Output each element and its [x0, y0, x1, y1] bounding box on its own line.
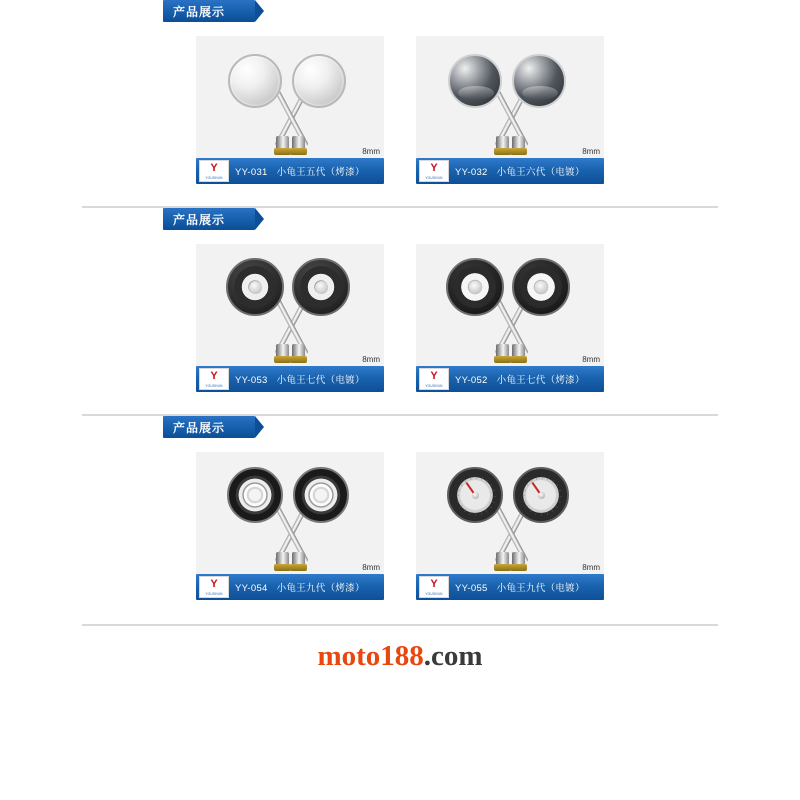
brand-logo-mark: Y	[430, 370, 438, 382]
mirror-head-left	[226, 258, 284, 316]
product-name: 小龟王七代（烤漆）	[496, 375, 585, 386]
product-caption	[196, 366, 384, 392]
mirror-head-left	[227, 467, 283, 523]
product-card[interactable]	[196, 452, 384, 600]
product-caption	[416, 574, 604, 600]
mirror-illustration	[196, 452, 384, 574]
mirror-head-left	[228, 54, 282, 108]
mirror-nut-left	[274, 564, 291, 571]
mirror-illustration	[416, 452, 604, 574]
product-photo	[416, 452, 604, 574]
size-label: 8mm	[362, 147, 380, 156]
size-label: 8mm	[362, 563, 380, 572]
brand-logo	[419, 576, 449, 598]
product-card[interactable]	[416, 452, 604, 600]
mirror-nut-right	[510, 564, 527, 571]
mirror-illustration	[416, 36, 604, 158]
mirror-nut-right	[290, 564, 307, 571]
product-name: 小龟王七代（电镀）	[276, 375, 365, 386]
footer-divider	[82, 624, 718, 626]
brand-logo	[419, 368, 449, 390]
brand-logo	[199, 160, 229, 182]
mirror-nut-left	[274, 148, 291, 155]
product-row-3	[0, 452, 800, 600]
brand-logo-subtext: YOUSHUN	[205, 176, 223, 180]
brand-logo-mark: Y	[210, 370, 218, 382]
product-code: YY-055	[455, 583, 488, 594]
product-row-2	[0, 244, 800, 392]
product-photo	[196, 452, 384, 574]
site-watermark	[0, 640, 800, 673]
mirror-head-right	[512, 258, 570, 316]
mirror-nut-left	[274, 356, 291, 363]
brand-logo-subtext: YOUSHUN	[205, 592, 223, 596]
brand-logo-mark: Y	[210, 578, 218, 590]
brand-logo-subtext: YOUSHUN	[425, 384, 443, 388]
product-section-3	[0, 416, 800, 600]
product-caption-text	[455, 372, 585, 386]
product-caption	[196, 158, 384, 184]
product-photo	[416, 36, 604, 158]
brand-logo	[199, 368, 229, 390]
product-code: YY-032	[455, 167, 488, 178]
watermark-part-2: 188	[380, 640, 424, 672]
product-card[interactable]	[416, 36, 604, 184]
brand-logo-mark: Y	[430, 162, 438, 174]
product-row-1	[0, 36, 800, 184]
product-photo	[196, 36, 384, 158]
size-label: 8mm	[582, 147, 600, 156]
mirror-nut-right	[290, 148, 307, 155]
mirror-petal-pattern	[520, 266, 562, 308]
product-caption	[416, 366, 604, 392]
product-caption-text	[235, 164, 365, 178]
mirror-head-right	[292, 54, 346, 108]
product-caption	[196, 574, 384, 600]
size-label: 8mm	[582, 563, 600, 572]
product-card[interactable]	[416, 244, 604, 392]
mirror-head-left	[446, 258, 504, 316]
mirror-head-right	[513, 467, 569, 523]
brand-logo-subtext: YOUSHUN	[205, 384, 223, 388]
section-banner-3	[163, 416, 800, 442]
brand-logo-subtext: YOUSHUN	[425, 592, 443, 596]
watermark-part-3: .com	[423, 640, 483, 672]
mirror-illustration	[416, 244, 604, 366]
section-banner-1	[163, 0, 800, 26]
product-photo	[196, 244, 384, 366]
mirror-nut-left	[494, 356, 511, 363]
section-banner-label: 产品展示	[163, 208, 255, 230]
brand-logo-subtext: YOUSHUN	[425, 176, 443, 180]
product-code: YY-053	[235, 375, 268, 386]
mirror-head-left	[448, 54, 502, 108]
mirror-petal-pattern	[300, 266, 342, 308]
brand-logo	[419, 160, 449, 182]
size-label: 8mm	[362, 355, 380, 364]
product-photo	[416, 244, 604, 366]
watermark-part-1: moto	[317, 640, 381, 672]
product-caption	[416, 158, 604, 184]
product-caption-text	[235, 580, 365, 594]
mirror-nut-left	[494, 148, 511, 155]
mirror-nut-right	[510, 356, 527, 363]
size-label: 8mm	[582, 355, 600, 364]
brand-logo-mark: Y	[210, 162, 218, 174]
gauge-hub	[472, 492, 479, 499]
product-code: YY-054	[235, 583, 268, 594]
section-banner-label: 产品展示	[163, 416, 255, 438]
mirror-head-right	[512, 54, 566, 108]
mirror-illustration	[196, 36, 384, 158]
product-name: 小龟王九代（电镀）	[496, 583, 585, 594]
brand-logo-mark: Y	[430, 578, 438, 590]
mirror-nut-left	[494, 564, 511, 571]
product-name: 小龟王九代（烤漆）	[276, 583, 365, 594]
section-banner-2	[163, 208, 800, 234]
product-card[interactable]	[196, 244, 384, 392]
product-caption-text	[235, 372, 365, 386]
mirror-illustration	[196, 244, 384, 366]
product-name: 小龟王五代（烤漆）	[276, 167, 365, 178]
mirror-head-right	[292, 258, 350, 316]
product-section-2	[0, 208, 800, 392]
product-caption-text	[455, 580, 585, 594]
product-card[interactable]	[196, 36, 384, 184]
brand-logo	[199, 576, 229, 598]
mirror-head-left	[447, 467, 503, 523]
mirror-petal-pattern	[454, 266, 496, 308]
section-banner-label: 产品展示	[163, 0, 255, 22]
product-section-1	[0, 0, 800, 184]
mirror-nut-right	[510, 148, 527, 155]
product-name: 小龟王六代（电镀）	[496, 167, 585, 178]
product-code: YY-031	[235, 167, 268, 178]
gauge-hub	[538, 492, 545, 499]
product-code: YY-052	[455, 375, 488, 386]
product-caption-text	[455, 164, 585, 178]
mirror-head-right	[293, 467, 349, 523]
mirror-petal-pattern	[234, 266, 276, 308]
mirror-nut-right	[290, 356, 307, 363]
